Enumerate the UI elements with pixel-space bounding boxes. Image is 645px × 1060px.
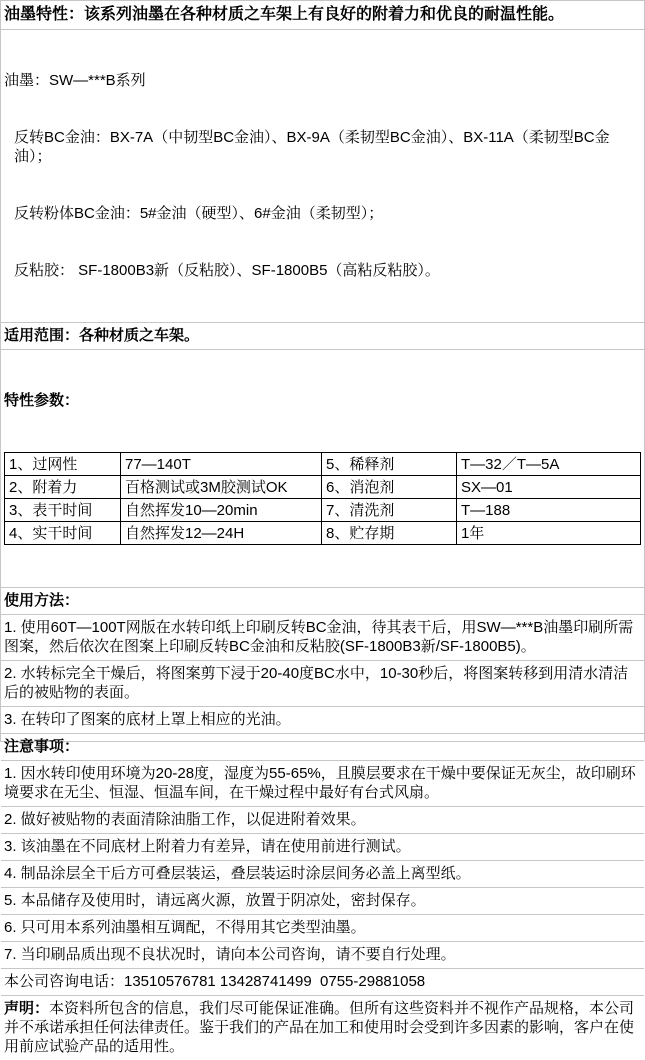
disclaimer-label: 声明： — [4, 1000, 50, 1017]
parameters-table — [4, 452, 641, 545]
parameters-heading: 特性参数： — [4, 392, 80, 409]
param-label-cell: 6、消泡剂 — [322, 476, 457, 499]
note-item: 5. 本品储存及使用时，请远离火源，放置于阴凉处，密封保存。 — [1, 888, 644, 915]
table-row — [5, 476, 641, 499]
parameters-section — [1, 350, 644, 588]
param-value-cell: 1年 — [457, 522, 641, 545]
param-label-cell: 4、实干时间 — [5, 522, 121, 545]
param-label-cell: 3、表干时间 — [5, 499, 121, 522]
param-value-cell: SX—01 — [457, 476, 641, 499]
param-label-cell: 2、附着力 — [5, 476, 121, 499]
param-label-cell: 8、贮存期 — [322, 522, 457, 545]
ink-series-line: 油墨：SW—***B系列 — [4, 72, 146, 89]
table-row — [5, 522, 641, 545]
usage-item: 3. 在转印了图案的底材上罩上相应的光油。 — [1, 707, 644, 734]
ink-series-line: 反转粉体BC金油：5#金油（硬型）、6#金油（柔韧型）； — [14, 205, 384, 222]
param-value-cell: 自然挥发10—20min — [121, 499, 322, 522]
param-label-cell: 1、过网性 — [5, 453, 121, 476]
param-label-cell: 7、清洗剂 — [322, 499, 457, 522]
param-value-cell: T—32／T—5A — [457, 453, 641, 476]
note-item: 3. 该油墨在不同底材上附着力有差异，请在使用前进行测试。 — [1, 834, 644, 861]
param-value-cell: 77—140T — [121, 453, 322, 476]
notes-heading: 注意事项： — [1, 734, 644, 761]
usage-item: 1. 使用60T—100T网版在水转印纸上印刷反转BC金油，待其表干后，用SW—***B油墨印刷所需图案，然后依次在图案上印刷反转BC金油和反粘胶(SF-1800B3新/SF-1800B5)。 — [1, 615, 644, 661]
note-item: 1. 因水转印使用环境为20-28度，湿度为55-65%，且膜层要求在干燥中要保证无灰尘，故印刷环境要求在无尘、恒湿、恒温车间，在干燥过程中最好有台式风扇。 — [1, 761, 644, 807]
param-value-cell: 自然挥发12—24H — [121, 522, 322, 545]
note-item: 2. 做好被贴物的表面清除油脂工作，以促进附着效果。 — [1, 807, 644, 834]
table-row — [5, 499, 641, 522]
param-value-cell: T—188 — [457, 499, 641, 522]
ink-series-line: 反粘胶： SF-1800B3新（反粘胶）、SF-1800B5（高粘反粘胶）。 — [14, 262, 440, 279]
note-item: 4. 制品涂层全干后方可叠层装运，叠层装运时涂层间务必盖上离型纸。 — [1, 861, 644, 888]
ink-series-line: 反转BC金油：BX-7A（中韧型BC金油）、BX-9A（柔韧型BC金油）、BX-11A（柔韧型BC金油）； — [14, 129, 610, 165]
table-row — [5, 453, 641, 476]
usage-item: 2. 水转标完全干燥后，将图案剪下浸于20-40度BC水中，10-30秒后，将图案转移到用清水清洁后的被贴物的表面。 — [1, 661, 644, 707]
scope-section: 适用范围：各种材质之车架。 — [1, 323, 644, 350]
param-value-cell: 百格测试或3M胶测试OK — [121, 476, 322, 499]
ink-properties-title: 油墨特性：该系列油墨在各种材质之车架上有良好的附着力和优良的耐温性能。 — [1, 1, 644, 30]
note-item: 7. 当印刷品质出现不良状况时，请向本公司咨询，请不要自行处理。 — [1, 942, 644, 969]
ink-series-section — [1, 30, 644, 323]
disclaimer-text: 本资料所包含的信息，我们尽可能保证准确。但所有这些资料并不视作产品规格，本公司并不承诺承担任何法律责任。鉴于我们的产品在加工和使用时会受到许多因素的影响，客户在使用前应试验产品的适用性。 — [4, 1000, 635, 1055]
note-item: 6. 只可用本系列油墨相互调配，不得用其它类型油墨。 — [1, 915, 644, 942]
contact-phone-row: 本公司咨询电话：13510576781 13428741499 0755-29881058 — [1, 969, 644, 996]
disclaimer-section — [1, 996, 644, 1060]
param-label-cell: 5、稀释剂 — [322, 453, 457, 476]
usage-heading: 使用方法： — [1, 588, 644, 615]
